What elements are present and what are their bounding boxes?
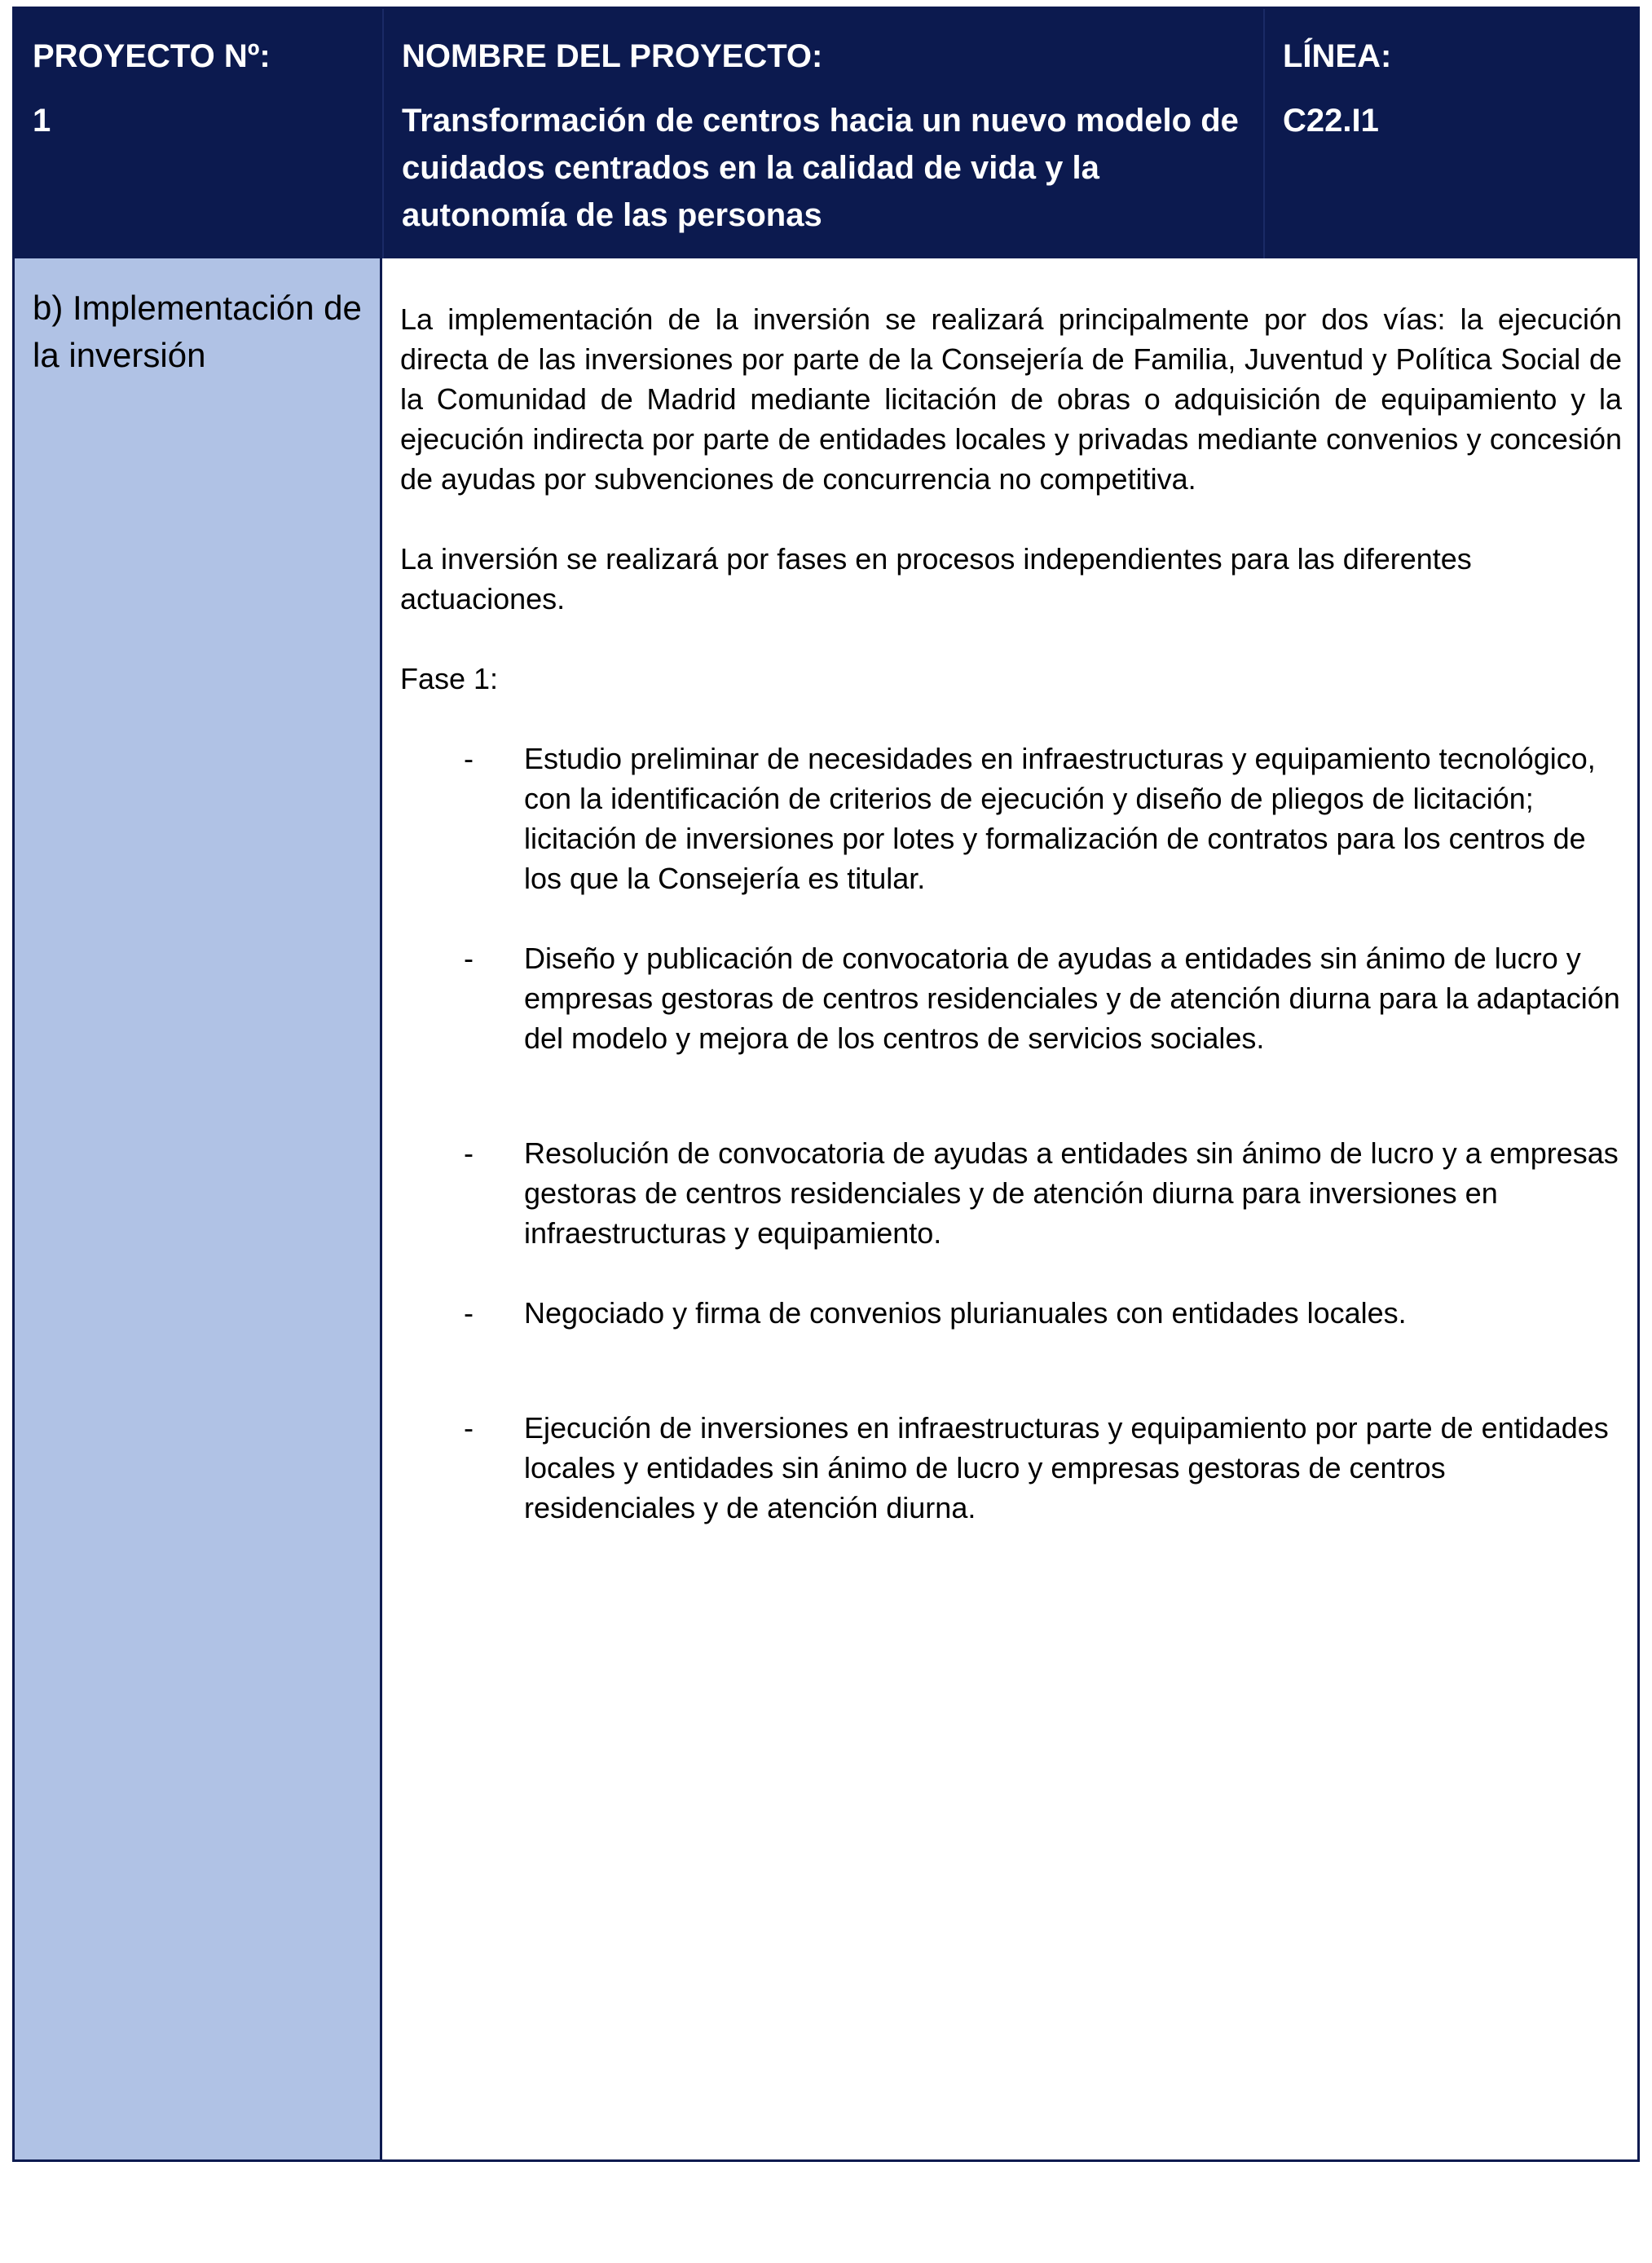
- list-item: [400, 1133, 1622, 1253]
- list-item-text: Estudio preliminar de necesidades en infraestructuras y equipamiento tecnológico, con la identificación de criterios de ejecución y diseño de pliegos de licitación; licitación de inversiones por lotes y formalización de contratos para los centros de los que la Consejería es titular.: [524, 742, 1596, 895]
- list-item: [400, 739, 1622, 898]
- list-item-text: Diseño y publicación de convocatoria de ayudas a entidades sin ánimo de lucro y empresas gestoras de centros residenciales y de atención diurna para la adaptación del modelo y mejora de los centros de servicios sociales.: [524, 942, 1620, 1055]
- dash-marker: -: [464, 1296, 474, 1330]
- section-title-cell: [15, 258, 382, 2159]
- section-title: b) Implementación de la inversión: [33, 289, 362, 374]
- list-item: [400, 1293, 1622, 1333]
- dash-marker: -: [464, 942, 474, 975]
- list-item: [400, 1408, 1622, 1528]
- list-item-text: Ejecución de inversiones en infraestructuras y equipamiento por parte de entidades locales y entidades sin ánimo de lucro y empresas gestoras de centros residenciales y de atención diurna.: [524, 1411, 1609, 1524]
- project-name-cell: [382, 9, 1263, 258]
- list-item: [400, 938, 1622, 1058]
- line-label: LÍNEA:: [1283, 38, 1392, 74]
- project-number-value: 1: [33, 103, 51, 139]
- dash-marker: -: [464, 1136, 474, 1170]
- project-number-label: PROYECTO Nº:: [33, 38, 271, 74]
- project-name-label: NOMBRE DEL PROYECTO:: [402, 38, 823, 74]
- body-row: [15, 258, 1637, 2159]
- list-item-text: Negociado y firma de convenios plurianuales con entidades locales.: [524, 1296, 1407, 1330]
- line-value: C22.I1: [1283, 103, 1379, 139]
- section-content-cell: [382, 258, 1640, 2159]
- paragraph-phases: La inversión se realizará por fases en procesos independientes para las diferentes actuaciones.: [400, 542, 1472, 615]
- line-cell: [1263, 9, 1640, 258]
- paragraph-implementation: La implementación de la inversión se realizará principalmente por dos vías: la ejecución directa de las inversiones por parte de la Consejería de Familia, Juventud y Política Social de la Comunidad de Madrid mediante licitación de obras o adquisición de equipamiento y la ejecución indirecta por parte de entidades locales y privadas mediante convenios y concesión de ayudas por subvenciones de concurrencia no competitiva.: [400, 302, 1622, 496]
- dash-marker: -: [464, 742, 474, 775]
- project-table: [12, 7, 1640, 2162]
- dash-marker: -: [464, 1411, 474, 1445]
- phase-label: Fase 1:: [400, 662, 499, 695]
- project-name-value: Transformación de centros hacia un nuevo modelo de cuidados centrados en la calidad de vida y la autonomía de las personas: [402, 103, 1239, 233]
- project-number-cell: [15, 9, 382, 258]
- list-item-text: Resolución de convocatoria de ayudas a entidades sin ánimo de lucro y a empresas gestoras de centros residenciales y de atención diurna para inversiones en infraestructuras y equipamiento.: [524, 1136, 1619, 1250]
- phase-1-list: [400, 739, 1622, 1528]
- header-row: [15, 9, 1637, 258]
